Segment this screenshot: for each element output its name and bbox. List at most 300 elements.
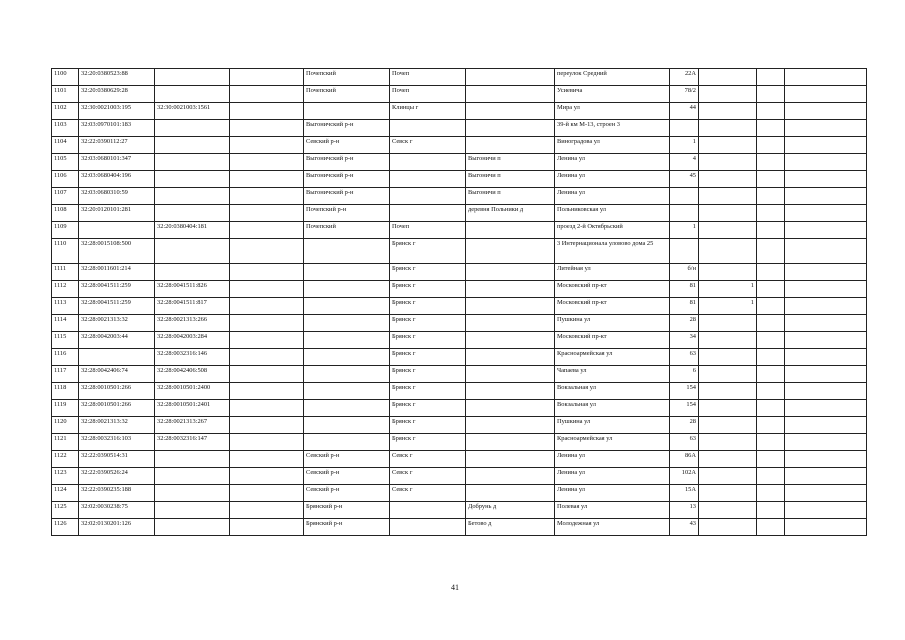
extra-cell: [699, 417, 757, 434]
locality-cell: [466, 485, 555, 502]
row-number-cell: 1101: [52, 86, 79, 103]
object-cadastral-number-cell: [155, 120, 230, 137]
object-cadastral-number-cell: [155, 86, 230, 103]
street-cell: Литейная ул: [555, 264, 670, 281]
city-cell: Севск г: [390, 485, 466, 502]
house-number-cell: 22А: [670, 69, 699, 86]
city-cell: [390, 188, 466, 205]
row-number-cell: 1114: [52, 315, 79, 332]
empty-cell: [230, 264, 304, 281]
empty-cell: [230, 69, 304, 86]
locality-cell: [466, 120, 555, 137]
extra-cell: [699, 137, 757, 154]
extra-cell: [757, 366, 785, 383]
empty-cell: [230, 366, 304, 383]
locality-cell: [466, 315, 555, 332]
cadastral-number-cell: 32:02:0130201:126: [79, 519, 155, 536]
street-cell: проезд 2-й Октябрьский: [555, 222, 670, 239]
cadastral-number-cell: 32:28:0042003:44: [79, 332, 155, 349]
cadastral-number-cell: [79, 222, 155, 239]
extra-cell: [785, 366, 867, 383]
house-number-cell: 28: [670, 315, 699, 332]
object-cadastral-number-cell: 32:28:0041511:817: [155, 298, 230, 315]
street-cell: Виноградова ул: [555, 137, 670, 154]
city-cell: Брянск г: [390, 383, 466, 400]
extra-cell: [785, 519, 867, 536]
object-cadastral-number-cell: [155, 188, 230, 205]
object-cadastral-number-cell: 32:20:0380404:181: [155, 222, 230, 239]
extra-cell: [785, 400, 867, 417]
city-cell: Севск г: [390, 468, 466, 485]
extra-cell: [785, 171, 867, 188]
cadastral-number-cell: 32:20:0380629:28: [79, 86, 155, 103]
house-number-cell: 86А: [670, 451, 699, 468]
district-cell: [304, 103, 390, 120]
empty-cell: [230, 451, 304, 468]
street-cell: Красноармейская ул: [555, 434, 670, 451]
extra-cell: [699, 434, 757, 451]
cadastral-number-cell: 32:28:0010501:266: [79, 383, 155, 400]
locality-cell: [466, 69, 555, 86]
locality-cell: [466, 451, 555, 468]
row-number-cell: 1116: [52, 349, 79, 366]
house-number-cell: 13: [670, 502, 699, 519]
extra-cell: [699, 222, 757, 239]
cadastral-number-cell: 32:03:0680404:196: [79, 171, 155, 188]
locality-cell: [466, 434, 555, 451]
empty-cell: [230, 519, 304, 536]
extra-cell: [757, 239, 785, 264]
district-cell: Севский р-н: [304, 451, 390, 468]
locality-cell: [466, 417, 555, 434]
table-row: [52, 485, 867, 502]
city-cell: Брянск г: [390, 281, 466, 298]
street-cell: 39-й км М-13, строен 3: [555, 120, 670, 137]
cadastral-number-cell: 32:28:0011601:214: [79, 264, 155, 281]
house-number-cell: 81: [670, 281, 699, 298]
row-number-cell: 1124: [52, 485, 79, 502]
extra-cell: [757, 349, 785, 366]
street-cell: Ленина ул: [555, 171, 670, 188]
object-cadastral-number-cell: [155, 264, 230, 281]
house-number-cell: 63: [670, 434, 699, 451]
extra-cell: [699, 120, 757, 137]
extra-cell: [757, 281, 785, 298]
table-row: [52, 137, 867, 154]
empty-cell: [230, 120, 304, 137]
city-cell: Брянск г: [390, 298, 466, 315]
house-number-cell: 1: [670, 137, 699, 154]
house-number-cell: б/н: [670, 264, 699, 281]
empty-cell: [230, 137, 304, 154]
extra-cell: [699, 264, 757, 281]
empty-cell: [230, 383, 304, 400]
cadastral-number-cell: 32:03:0970101:183: [79, 120, 155, 137]
table-row: [52, 69, 867, 86]
locality-cell: [466, 103, 555, 120]
district-cell: [304, 332, 390, 349]
street-cell: Пушкина ул: [555, 315, 670, 332]
city-cell: Брянск г: [390, 400, 466, 417]
house-number-cell: 28: [670, 417, 699, 434]
extra-cell: [699, 366, 757, 383]
table-row: [52, 205, 867, 222]
extra-cell: [785, 205, 867, 222]
empty-cell: [230, 332, 304, 349]
cadastral-number-cell: 32:02:0030238:75: [79, 502, 155, 519]
table-row: [52, 519, 867, 536]
extra-cell: [757, 315, 785, 332]
locality-cell: [466, 400, 555, 417]
extra-cell: [757, 383, 785, 400]
object-cadastral-number-cell: 32:28:0021313:267: [155, 417, 230, 434]
city-cell: Брянск г: [390, 366, 466, 383]
house-number-cell: 15А: [670, 485, 699, 502]
cadastral-number-cell: 32:03:0680310:59: [79, 188, 155, 205]
city-cell: [390, 120, 466, 137]
row-number-cell: 1104: [52, 137, 79, 154]
empty-cell: [230, 188, 304, 205]
district-cell: [304, 400, 390, 417]
empty-cell: [230, 485, 304, 502]
row-number-cell: 1125: [52, 502, 79, 519]
house-number-cell: 1: [670, 222, 699, 239]
house-number-cell: [670, 239, 699, 264]
street-cell: Польниковская ул: [555, 205, 670, 222]
table-row: [52, 417, 867, 434]
house-number-cell: [670, 120, 699, 137]
extra-cell: [757, 468, 785, 485]
object-cadastral-number-cell: [155, 154, 230, 171]
row-number-cell: 1115: [52, 332, 79, 349]
city-cell: Брянск г: [390, 332, 466, 349]
city-cell: [390, 171, 466, 188]
city-cell: Почеп: [390, 222, 466, 239]
extra-cell: [785, 332, 867, 349]
extra-cell: [699, 69, 757, 86]
row-number-cell: 1108: [52, 205, 79, 222]
house-number-cell: 44: [670, 103, 699, 120]
locality-cell: Выгоничи п: [466, 188, 555, 205]
extra-cell: [785, 154, 867, 171]
district-cell: Почепский: [304, 86, 390, 103]
cadastral-number-cell: 32:28:0021313:32: [79, 315, 155, 332]
street-cell: Чапаева ул: [555, 366, 670, 383]
object-cadastral-number-cell: 32:28:0032316:146: [155, 349, 230, 366]
extra-cell: [785, 298, 867, 315]
district-cell: Выгоничский р-н: [304, 120, 390, 137]
object-cadastral-number-cell: 32:30:0021003:1561: [155, 103, 230, 120]
row-number-cell: 1110: [52, 239, 79, 264]
street-cell: Мира ул: [555, 103, 670, 120]
cadastral-number-cell: 32:28:0041511:259: [79, 298, 155, 315]
locality-cell: [466, 298, 555, 315]
city-cell: Почеп: [390, 86, 466, 103]
extra-cell: [757, 222, 785, 239]
street-cell: Молодежная ул: [555, 519, 670, 536]
locality-cell: Выгоничи п: [466, 154, 555, 171]
city-cell: [390, 502, 466, 519]
house-number-cell: 34: [670, 332, 699, 349]
row-number-cell: 1106: [52, 171, 79, 188]
object-cadastral-number-cell: 32:28:0010501:2401: [155, 400, 230, 417]
house-number-cell: 78/2: [670, 86, 699, 103]
street-cell: Вокзальная ул: [555, 383, 670, 400]
table-row: [52, 86, 867, 103]
extra-cell: 1: [699, 298, 757, 315]
house-number-cell: 6: [670, 366, 699, 383]
locality-cell: [466, 332, 555, 349]
extra-cell: [785, 222, 867, 239]
locality-cell: Выгоничи п: [466, 171, 555, 188]
empty-cell: [230, 417, 304, 434]
extra-cell: [785, 434, 867, 451]
extra-cell: [699, 171, 757, 188]
table-row: [52, 366, 867, 383]
district-cell: [304, 264, 390, 281]
table-row: [52, 120, 867, 137]
empty-cell: [230, 298, 304, 315]
district-cell: Почепский: [304, 222, 390, 239]
street-cell: Ленина ул: [555, 485, 670, 502]
extra-cell: [757, 120, 785, 137]
table-row: [52, 451, 867, 468]
table-row: [52, 434, 867, 451]
extra-cell: [757, 103, 785, 120]
extra-cell: [785, 239, 867, 264]
district-cell: [304, 349, 390, 366]
house-number-cell: 154: [670, 400, 699, 417]
extra-cell: [785, 120, 867, 137]
row-number-cell: 1105: [52, 154, 79, 171]
object-cadastral-number-cell: [155, 451, 230, 468]
city-cell: Брянск г: [390, 264, 466, 281]
row-number-cell: 1113: [52, 298, 79, 315]
table-row: [52, 239, 867, 264]
table-row: [52, 298, 867, 315]
district-cell: [304, 383, 390, 400]
cadastral-number-cell: 32:22:0390514:31: [79, 451, 155, 468]
district-cell: Выгоничский р-н: [304, 188, 390, 205]
extra-cell: [699, 315, 757, 332]
object-cadastral-number-cell: 32:28:0041511:826: [155, 281, 230, 298]
extra-cell: [757, 69, 785, 86]
object-cadastral-number-cell: [155, 69, 230, 86]
city-cell: [390, 154, 466, 171]
page-number: 41: [451, 583, 459, 592]
locality-cell: деревня Польники д: [466, 205, 555, 222]
extra-cell: [699, 502, 757, 519]
object-cadastral-number-cell: [155, 468, 230, 485]
row-number-cell: 1111: [52, 264, 79, 281]
house-number-cell: [670, 188, 699, 205]
extra-cell: [785, 103, 867, 120]
extra-cell: [699, 400, 757, 417]
extra-cell: [757, 417, 785, 434]
city-cell: Брянск г: [390, 417, 466, 434]
street-cell: Ленина ул: [555, 188, 670, 205]
cadastral-number-cell: 32:20:0380523:88: [79, 69, 155, 86]
row-number-cell: 1112: [52, 281, 79, 298]
extra-cell: [785, 349, 867, 366]
street-cell: Усиевича: [555, 86, 670, 103]
empty-cell: [230, 281, 304, 298]
object-cadastral-number-cell: [155, 485, 230, 502]
table-row: [52, 103, 867, 120]
city-cell: Почеп: [390, 69, 466, 86]
registry-table: [51, 68, 867, 536]
table-row: [52, 154, 867, 171]
cadastral-number-cell: 32:28:0041511:259: [79, 281, 155, 298]
street-cell: Ленина ул: [555, 154, 670, 171]
empty-cell: [230, 502, 304, 519]
row-number-cell: 1126: [52, 519, 79, 536]
locality-cell: [466, 222, 555, 239]
row-number-cell: 1121: [52, 434, 79, 451]
district-cell: Почепский р-н: [304, 205, 390, 222]
district-cell: Выгоничский р-н: [304, 154, 390, 171]
district-cell: Севский р-н: [304, 137, 390, 154]
cadastral-number-cell: 32:22:0390112:27: [79, 137, 155, 154]
district-cell: Севский р-н: [304, 468, 390, 485]
extra-cell: [699, 188, 757, 205]
extra-cell: [757, 154, 785, 171]
house-number-cell: 4: [670, 154, 699, 171]
cadastral-number-cell: 32:28:0032316:103: [79, 434, 155, 451]
cadastral-number-cell: 32:28:0021313:32: [79, 417, 155, 434]
extra-cell: [699, 332, 757, 349]
table-body: [52, 69, 867, 536]
street-cell: 3 Интернационала уловово дома 25: [555, 239, 670, 264]
house-number-cell: [670, 205, 699, 222]
row-number-cell: 1123: [52, 468, 79, 485]
empty-cell: [230, 86, 304, 103]
district-cell: [304, 366, 390, 383]
extra-cell: [699, 485, 757, 502]
street-cell: Пушкина ул: [555, 417, 670, 434]
extra-cell: [699, 154, 757, 171]
extra-cell: [757, 171, 785, 188]
city-cell: Севск г: [390, 451, 466, 468]
street-cell: Вокзальная ул: [555, 400, 670, 417]
extra-cell: [757, 434, 785, 451]
extra-cell: [757, 502, 785, 519]
locality-cell: [466, 349, 555, 366]
extra-cell: [699, 383, 757, 400]
extra-cell: [699, 205, 757, 222]
extra-cell: [785, 417, 867, 434]
street-cell: Полевая ул: [555, 502, 670, 519]
row-number-cell: 1119: [52, 400, 79, 417]
table-row: [52, 332, 867, 349]
city-cell: Брянск г: [390, 434, 466, 451]
extra-cell: [699, 349, 757, 366]
extra-cell: [757, 451, 785, 468]
city-cell: Брянск г: [390, 239, 466, 264]
extra-cell: [785, 281, 867, 298]
extra-cell: [699, 519, 757, 536]
district-cell: [304, 298, 390, 315]
object-cadastral-number-cell: 32:28:0042406:508: [155, 366, 230, 383]
street-cell: Ленина ул: [555, 468, 670, 485]
cadastral-number-cell: 32:22:0390235:188: [79, 485, 155, 502]
row-number-cell: 1118: [52, 383, 79, 400]
cadastral-number-cell: [79, 349, 155, 366]
extra-cell: [785, 69, 867, 86]
object-cadastral-number-cell: 32:28:0021313:266: [155, 315, 230, 332]
extra-cell: [785, 502, 867, 519]
empty-cell: [230, 171, 304, 188]
extra-cell: [757, 332, 785, 349]
empty-cell: [230, 349, 304, 366]
city-cell: Клинцы г: [390, 103, 466, 120]
house-number-cell: 45: [670, 171, 699, 188]
row-number-cell: 1122: [52, 451, 79, 468]
table-row: [52, 383, 867, 400]
extra-cell: 1: [699, 281, 757, 298]
row-number-cell: 1100: [52, 69, 79, 86]
cadastral-number-cell: 32:28:0042406:74: [79, 366, 155, 383]
house-number-cell: 43: [670, 519, 699, 536]
extra-cell: [757, 205, 785, 222]
district-cell: Брянский р-н: [304, 519, 390, 536]
street-cell: Ленина ул: [555, 451, 670, 468]
table-row: [52, 222, 867, 239]
object-cadastral-number-cell: [155, 205, 230, 222]
table-row: [52, 264, 867, 281]
city-cell: [390, 519, 466, 536]
street-cell: Московский пр-кт: [555, 281, 670, 298]
locality-cell: [466, 383, 555, 400]
table-row: [52, 188, 867, 205]
row-number-cell: 1109: [52, 222, 79, 239]
extra-cell: [757, 86, 785, 103]
cadastral-number-cell: 32:28:0010501:266: [79, 400, 155, 417]
street-cell: Московский пр-кт: [555, 332, 670, 349]
empty-cell: [230, 468, 304, 485]
extra-cell: [757, 298, 785, 315]
table-row: [52, 171, 867, 188]
empty-cell: [230, 434, 304, 451]
extra-cell: [785, 383, 867, 400]
district-cell: [304, 239, 390, 264]
street-cell: переулок Средний: [555, 69, 670, 86]
cadastral-number-cell: 32:28:0015108:500: [79, 239, 155, 264]
city-cell: Севск г: [390, 137, 466, 154]
empty-cell: [230, 315, 304, 332]
row-number-cell: 1117: [52, 366, 79, 383]
table-row: [52, 468, 867, 485]
district-cell: Брянский р-н: [304, 502, 390, 519]
extra-cell: [785, 264, 867, 281]
district-cell: Почепский: [304, 69, 390, 86]
empty-cell: [230, 205, 304, 222]
extra-cell: [699, 239, 757, 264]
object-cadastral-number-cell: 32:28:0032316:147: [155, 434, 230, 451]
district-cell: [304, 434, 390, 451]
empty-cell: [230, 154, 304, 171]
locality-cell: Добрунь д: [466, 502, 555, 519]
city-cell: [390, 205, 466, 222]
cadastral-number-cell: 32:30:0021003:195: [79, 103, 155, 120]
locality-cell: [466, 239, 555, 264]
extra-cell: [757, 188, 785, 205]
locality-cell: Бетово д: [466, 519, 555, 536]
row-number-cell: 1102: [52, 103, 79, 120]
locality-cell: [466, 264, 555, 281]
city-cell: Брянск г: [390, 349, 466, 366]
table-row: [52, 315, 867, 332]
